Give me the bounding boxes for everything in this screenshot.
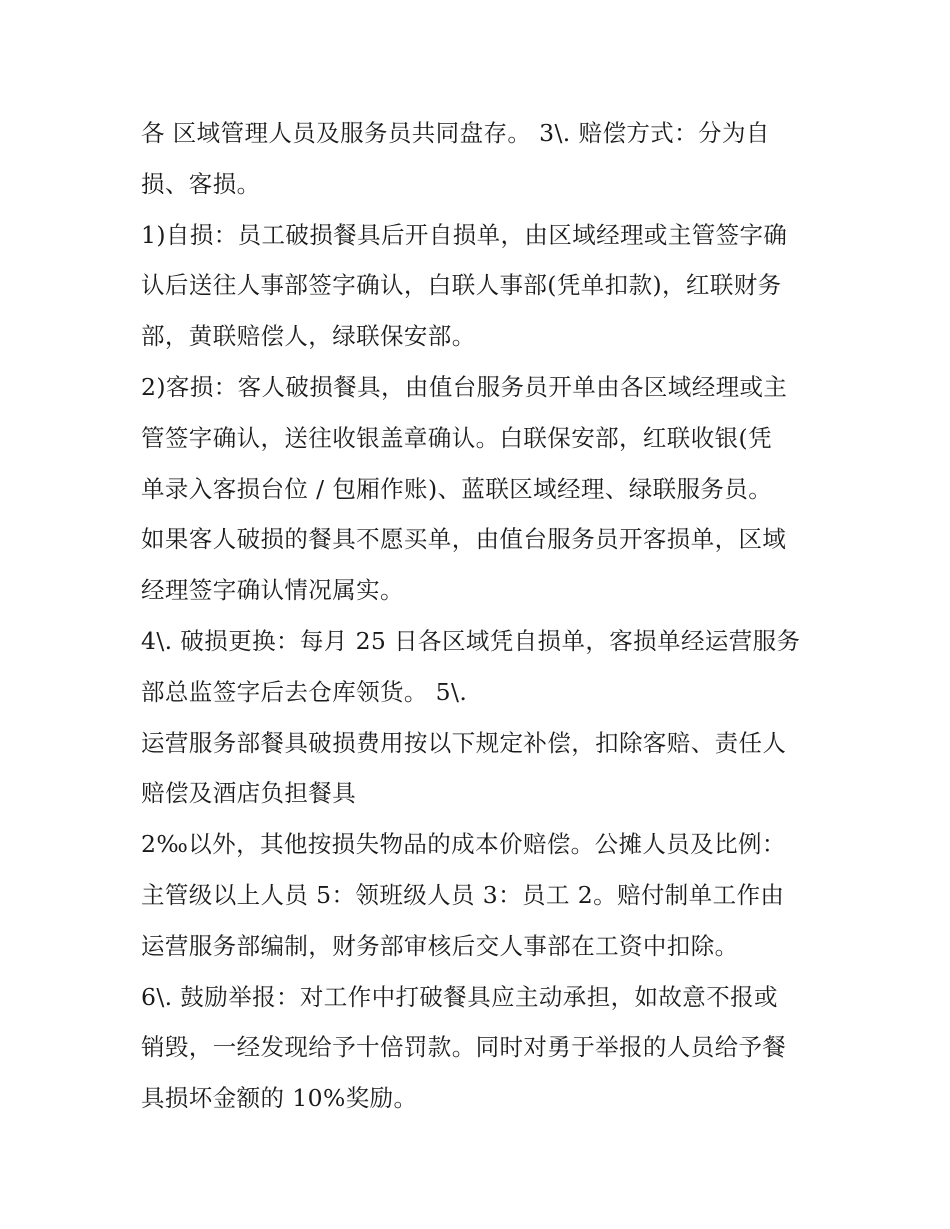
text-line: 部，黄联赔偿人，绿联保安部。 bbox=[141, 322, 476, 351]
text-line: 单录入客损台位 / 包厢作账)、蓝联区域经理、绿联服务员。 bbox=[141, 474, 773, 503]
text-line: 管签字确认，送往收银盖章确认。白联保安部，红联收银(凭 bbox=[141, 423, 772, 452]
text-line: 2)客损：客人破损餐具，由值台服务员开单由各区域经理或主 bbox=[141, 372, 788, 401]
text-line: 认后送往人事部签字确认，白联人事部(凭单扣款)，红联财务 bbox=[141, 271, 782, 300]
text-line: 部总监签字后去仓库领货。 5\. bbox=[141, 677, 468, 706]
text-line: 4\. 破损更换：每月 25 日各区域凭自损单，客损单经运营服务 bbox=[141, 626, 801, 655]
text-line: 如果客人破损的餐具不愿买单，由值台服务员开客损单，区域 bbox=[141, 525, 787, 554]
text-line: 主管级以上人员 5：领班级人员 3：员工 2。赔付制单工作由 bbox=[141, 880, 785, 909]
text-line: 运营服务部餐具破损费用按以下规定补偿，扣除客赔、责任人 bbox=[141, 728, 787, 757]
text-line: 具损坏金额的 10%奖励。 bbox=[141, 1084, 418, 1113]
text-line: 损、客损。 bbox=[141, 169, 261, 198]
text-line: 6\. 鼓励举报：对工作中打破餐具应主动承担，如故意不报或 bbox=[141, 982, 778, 1011]
text-line: 经理签字确认情况属实。 bbox=[141, 576, 404, 605]
document-body bbox=[141, 108, 821, 1124]
text-line: 赔偿及酒店负担餐具 bbox=[141, 779, 357, 808]
text-line: 1)自损：员工破损餐具后开自损单，由区域经理或主管签字确 bbox=[141, 220, 788, 249]
text-line: 销毁，一经发现给予十倍罚款。同时对勇于举报的人员给予餐 bbox=[141, 1033, 787, 1062]
text-line: 运营服务部编制，财务部审核后交人事部在工资中扣除。 bbox=[141, 931, 739, 960]
text-line: 2‰以外，其他按损失物品的成本价赔偿。公摊人员及比例： bbox=[141, 830, 786, 859]
text-line: 各 区域管理人员及服务员共同盘存。 3\. 赔偿方式：分为自 bbox=[141, 119, 770, 147]
